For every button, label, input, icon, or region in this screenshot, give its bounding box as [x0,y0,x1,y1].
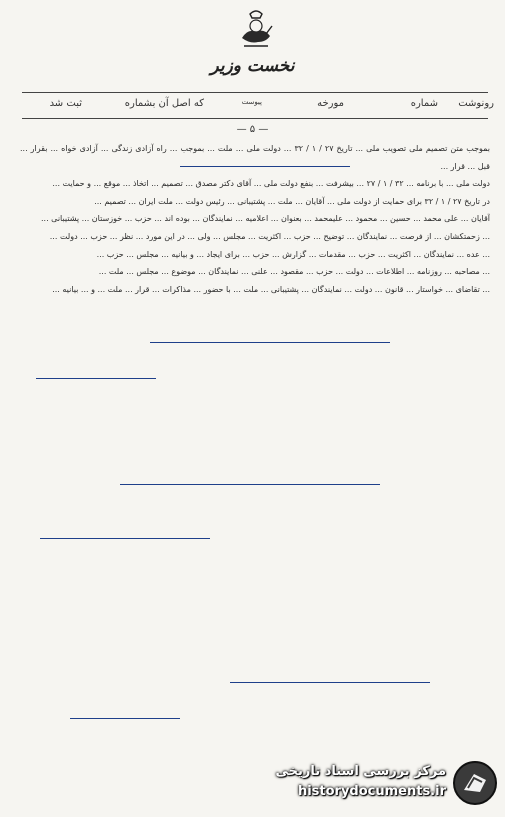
handwritten-underline [120,484,380,485]
header-rule-bottom [22,118,488,119]
body-paragraph: بموجب متن تصمیم ملی تصویب ملی ... تاریخ ۲۷ / ۱ / ۳۲ ... دولت ملی ... ملت ... بموجب ... راه آزادی زندگی ... آزادی خواه ... بقرار ... قبل ... قرار ... [20,144,490,171]
body-paragraph: ... زحمتکشان ... از فرصت ... نمایندگان ... توضیح ... حزب ... اکثریت ... مجلس ... ولی ... در این مورد ... نظر ... حزب ... دولت ... [49,231,490,241]
watermark-url: historydocuments.ir [297,784,446,799]
body-paragraph: دولت ملی ... با برنامه ... ۳۲ / ۱ / ۲۷ ... بیشرفت ... بنفع دولت ملی ... آقای دکتر مصدق ... تصمیم ... اتخاذ ... موقع ... و حمایت ... [52,179,490,189]
office-title: نخست وزیر [210,56,295,76]
body-paragraph: ... عده ... نمایندگان ... اکثریت ... حزب ... مقدمات ... گزارش ... حزب ... برای ایجاد ... و بیانیه ... مجلس ... حزب ... [96,249,490,259]
body-paragraph: در تاریخ ۲۷ / ۱ / ۳۲ برای حمایت از دولت ملی ... آقایان ... ملت ... پشتیبانی ... رئیس دولت ... ملت ایران ... تصمیم ... [94,196,490,206]
handwritten-underline [36,378,156,379]
header-rule-top [22,92,488,93]
body-paragraph: ... مصاحبه ... روزنامه ... اطلاعات ... دولت ... حزب ... مقصود ... علنی ... نمایندگان ... موضوع ... مجلس ... ملت ... [98,267,490,277]
section-mark: — ۵ — [236,124,269,135]
transcript-label: رونوشت [458,98,494,109]
watermark-title: مرکز بررسی اسناد تاریخی [275,764,446,779]
number-label: شماره [410,98,438,109]
date-label: مورخه [317,98,344,109]
attachments-label: پیوست [241,98,262,106]
reference-fields-row [22,96,494,116]
archive-watermark [275,760,498,806]
handwritten-underline [230,682,430,683]
registered-label: ثبت شد [49,98,82,109]
handwritten-underline [180,166,350,167]
letter-body [20,140,490,790]
lion-and-sun-emblem-icon [236,8,276,52]
body-paragraph: آقایان ... علی محمد ... حسین ... محمود ... علیمحمد ... بعنوان ... اعلامیه ... نمایندگان ... بوده اند ... حزب ... خوزستان ... پشتیبانی ... [40,214,490,224]
handwritten-underline [150,342,390,343]
handwritten-underline [70,718,180,719]
body-paragraph: ... تقاضای ... خواستار ... قانون ... دولت ... نمایندگان ... پشتیبانی ... ملت ... با حضور ... مذاکرات ... قرار ... ملت ... و ... بیانیه ... [52,284,490,294]
archive-center-logo-icon [452,760,498,806]
original-number-label: که اصل آن بشماره [124,98,204,109]
handwritten-underline [40,538,210,539]
